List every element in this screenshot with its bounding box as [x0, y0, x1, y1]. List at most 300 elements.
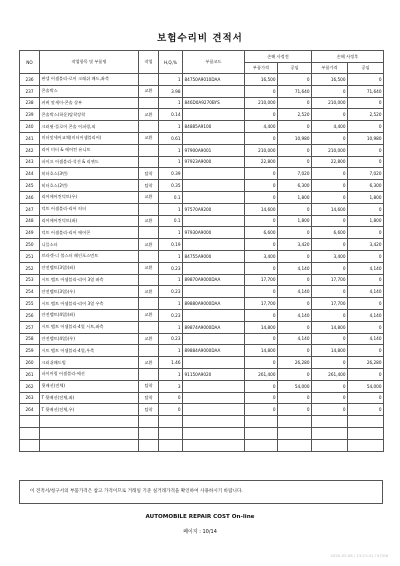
before-labor: 0 [278, 345, 312, 357]
table-row [20, 286, 384, 298]
footer-title: AUTOMOBILE REPAIR COST On-line [145, 514, 255, 520]
table-row [20, 239, 384, 251]
part-code: 89870A9000DAA [183, 274, 245, 286]
after-labor: 0 [348, 250, 384, 262]
before-labor: 0 [278, 392, 312, 404]
before-part-price: 210,000 [245, 144, 278, 156]
before-part-price: 17,700 [245, 298, 278, 310]
row-no: 239 [20, 109, 40, 121]
before-labor: 0 [278, 274, 312, 286]
item-name: 덕트 어셈블리-리어 히터 [40, 203, 139, 215]
row-no: 248 [20, 215, 40, 227]
work-type [139, 439, 159, 451]
item-name [40, 439, 139, 451]
before-part-price: 0 [245, 357, 278, 369]
before-labor: 26,280 [278, 357, 312, 369]
part-code [183, 215, 245, 227]
before-labor: 0 [278, 298, 312, 310]
after-part-price: 0 [312, 262, 348, 274]
hqty: 1 [159, 274, 183, 286]
after-part-price [312, 427, 348, 439]
part-code [183, 262, 245, 274]
part-code [183, 191, 245, 203]
after-labor: 0 [348, 156, 384, 168]
after-part-price: 0 [312, 333, 348, 345]
after-labor [348, 427, 384, 439]
hqty: 1 [159, 74, 183, 86]
row-no: 253 [20, 274, 40, 286]
work-type [139, 321, 159, 333]
after-part-price [312, 439, 348, 451]
part-code: 84755A9000 [183, 250, 245, 262]
item-name: 커버 앗세이-콘솔 상부 [40, 97, 139, 109]
before-labor: 4,140 [278, 262, 312, 274]
part-code: 84885A9100 [183, 121, 245, 133]
row-no: 256 [20, 309, 40, 321]
before-part-price: 0 [245, 404, 278, 416]
part-code: 84750A9010DAA [183, 74, 245, 86]
hqty: 1 [159, 144, 183, 156]
before-part-price: 261,400 [245, 368, 278, 380]
work-type [139, 144, 159, 156]
table-row [20, 380, 384, 392]
item-name: 뒷배선(전체) [40, 380, 139, 392]
hqty: 0.23 [159, 286, 183, 298]
after-labor: 0 [348, 97, 384, 109]
item-name: 콘솔박스(하운)탈착장착 [40, 109, 139, 121]
table-row [20, 321, 384, 333]
print-stamp: 2020-03-06 / 13:21:41 / 07/06 [330, 553, 388, 558]
before-part-price: 3,400 [245, 250, 278, 262]
part-code [183, 439, 245, 451]
table-row [20, 74, 384, 86]
hqty: 0.39 [159, 168, 183, 180]
hqty: 1 [159, 203, 183, 215]
hqty: 0 [159, 392, 183, 404]
hqty: 1 [159, 298, 183, 310]
table-row [20, 368, 384, 380]
hqty: 0.1 [159, 191, 183, 203]
hqty: 3.98 [159, 85, 183, 97]
before-labor: 0 [278, 121, 312, 133]
row-no: 246 [20, 191, 40, 203]
item-name: T 뒷배선(전체,좌) [40, 392, 139, 404]
before-part-price: 0 [245, 380, 278, 392]
after-part-price: 0 [312, 180, 348, 192]
before-part-price: 0 [245, 239, 278, 251]
item-name: 시트 벨트 어셈블리-4열,우측 [40, 345, 139, 357]
before-part-price: 0 [245, 85, 278, 97]
estimate-rows [20, 74, 384, 452]
after-labor: 71,640 [348, 85, 384, 97]
after-labor: 26,280 [348, 357, 384, 369]
table-row [20, 203, 384, 215]
item-name: 브라켓-너 볼스터 레인포스먼트 [40, 250, 139, 262]
part-code [183, 357, 245, 369]
table-row [20, 298, 384, 310]
after-labor: 4,140 [348, 286, 384, 298]
row-no: 262 [20, 380, 40, 392]
before-labor: 1,800 [278, 215, 312, 227]
part-code: 97900A9001 [183, 144, 245, 156]
after-labor: 1,800 [348, 191, 384, 203]
after-part-price: 17,700 [312, 274, 348, 286]
before-part-price: 0 [245, 309, 278, 321]
row-no: 241 [20, 132, 40, 144]
after-labor: 0 [348, 404, 384, 416]
part-code [183, 180, 245, 192]
item-name: 크러핏-플로어 콘솔 어퍼링,외 [40, 121, 139, 133]
after-labor [348, 439, 384, 451]
table-row [20, 156, 384, 168]
part-code: 89880A9000DAA [183, 298, 245, 310]
item-name: 안전벨트(3열)(좌) [40, 262, 139, 274]
item-name: 미터앗세어교체(미터어셈블리어) [40, 132, 139, 144]
part-code [183, 309, 245, 321]
after-part-price: 0 [312, 191, 348, 203]
hqty: 1 [159, 121, 183, 133]
after-part-price [312, 416, 348, 428]
before-labor [278, 416, 312, 428]
table-row [20, 416, 384, 428]
before-labor: 4,140 [278, 333, 312, 345]
after-labor: 0 [348, 368, 384, 380]
before-part-price: 14,600 [245, 203, 278, 215]
part-code [183, 85, 245, 97]
table-row [20, 309, 384, 321]
work-type [139, 156, 159, 168]
hqty: 1 [159, 97, 183, 109]
before-part-price [245, 439, 278, 451]
row-no [20, 427, 40, 439]
after-labor: 1,800 [348, 215, 384, 227]
row-no: 240 [20, 121, 40, 133]
before-part-price: 0 [245, 333, 278, 345]
table-row [20, 227, 384, 239]
work-type: 교환 [139, 191, 159, 203]
item-name: 리어 미터 & 에어컨 유니트 [40, 144, 139, 156]
before-labor: 2,520 [278, 109, 312, 121]
after-labor: 0 [348, 227, 384, 239]
after-part-price: 210,000 [312, 97, 348, 109]
row-no [20, 416, 40, 428]
before-labor: 4,140 [278, 309, 312, 321]
work-type [139, 274, 159, 286]
table-row [20, 333, 384, 345]
after-labor: 6,300 [348, 180, 384, 192]
table-row [20, 97, 384, 109]
before-part-price: 4,400 [245, 121, 278, 133]
row-no: 237 [20, 85, 40, 97]
after-part-price: 0 [312, 132, 348, 144]
hqty: 0.23 [159, 262, 183, 274]
table-row [20, 262, 384, 274]
item-name: 히터호스(2번) [40, 180, 139, 192]
hqty: 0.23 [159, 309, 183, 321]
row-no: 249 [20, 227, 40, 239]
part-code [183, 427, 245, 439]
before-part-price: 14,800 [245, 345, 278, 357]
row-no: 238 [20, 97, 40, 109]
work-type: 교환 [139, 109, 159, 121]
before-part-price: 14,800 [245, 321, 278, 333]
part-code: 97570A9200 [183, 203, 245, 215]
part-code: 89874A9000DAA [183, 321, 245, 333]
before-labor: 0 [278, 250, 312, 262]
after-labor: 0 [348, 274, 384, 286]
after-part-price: 4,400 [312, 121, 348, 133]
before-labor [278, 427, 312, 439]
before-part-price [245, 416, 278, 428]
row-no: 260 [20, 357, 40, 369]
after-labor: 0 [348, 321, 384, 333]
item-name: 안전벨트(3열)(우) [40, 286, 139, 298]
before-labor: 1,800 [278, 191, 312, 203]
table-row [20, 404, 384, 416]
table-row [20, 121, 384, 133]
part-code [183, 380, 245, 392]
hqty: 1 [159, 321, 183, 333]
table-row [20, 132, 384, 144]
before-labor: 54,000 [278, 380, 312, 392]
table-row [20, 191, 384, 203]
header-before: 손해 사정전 [245, 51, 312, 63]
before-labor: 0 [278, 368, 312, 380]
after-labor: 0 [348, 121, 384, 133]
item-name: 파이프 어셈블리-석션 & 리퀴드 [40, 156, 139, 168]
row-no: 236 [20, 74, 40, 86]
after-labor: 4,140 [348, 333, 384, 345]
hqty: 0.23 [159, 333, 183, 345]
part-code: 91150A9020 [183, 368, 245, 380]
item-name: 안전벨트(4열)(우) [40, 333, 139, 345]
header-after-labor: 공임 [348, 63, 384, 74]
item-name: 시트 벨트 어셈블리-4열 시트,좌측 [40, 321, 139, 333]
before-part-price: 0 [245, 168, 278, 180]
work-type [139, 97, 159, 109]
hqty: 1 [159, 156, 183, 168]
item-name: 파이어링 어셈블리-에선 [40, 368, 139, 380]
header-work: 작업 [139, 51, 159, 74]
row-no: 244 [20, 168, 40, 180]
row-no: 264 [20, 404, 40, 416]
after-part-price: 6,600 [312, 227, 348, 239]
header-before-labor: 공임 [278, 63, 312, 74]
row-no: 251 [20, 250, 40, 262]
before-part-price: 0 [245, 215, 278, 227]
item-name: 판넬 어셈블리-로어 크래쉬 패드,좌측 [40, 74, 139, 86]
item-name: 덕트 어셈블리-리어 에어콘 [40, 227, 139, 239]
table-row [20, 250, 384, 262]
disclaimer-note: 이 견적서/청구서의 부품가격은 참고 가격이므로 거래일 기준 실거래가격을 확인하여 사용하시기 바랍니다. [19, 480, 383, 504]
page-number: 페이지 : 10/14 [183, 529, 217, 535]
part-code: 97930A9000 [183, 227, 245, 239]
before-part-price: 17,700 [245, 274, 278, 286]
item-name: 크러쉬패드빔 [40, 357, 139, 369]
item-name: 시트 벨트 어셈블리-리어 3열 좌측 [40, 274, 139, 286]
before-labor: 3,420 [278, 239, 312, 251]
work-type [139, 416, 159, 428]
after-part-price: 14,800 [312, 321, 348, 333]
work-type: 교환 [139, 262, 159, 274]
part-code: 97923A9000 [183, 156, 245, 168]
work-type [139, 298, 159, 310]
table-row [20, 168, 384, 180]
hqty [159, 439, 183, 451]
row-no: 258 [20, 333, 40, 345]
work-type [139, 227, 159, 239]
item-name [40, 427, 139, 439]
after-part-price: 261,400 [312, 368, 348, 380]
header-hqty: H,Q,% [159, 51, 183, 74]
table-row [20, 427, 384, 439]
after-part-price: 14,600 [312, 203, 348, 215]
part-code: 89884A9000DAA [183, 345, 245, 357]
after-labor: 10,980 [348, 132, 384, 144]
estimate-table [19, 50, 384, 452]
document-title: 보험수리비 견적서 [157, 33, 243, 44]
table-row [20, 392, 384, 404]
hqty: 1 [159, 368, 183, 380]
header-after: 손해 사정후 [312, 51, 384, 63]
table-row [20, 85, 384, 97]
after-part-price: 0 [312, 392, 348, 404]
work-type: 탈착 [139, 168, 159, 180]
after-labor: 3,420 [348, 239, 384, 251]
after-labor: 4,140 [348, 309, 384, 321]
hqty: 1.46 [159, 357, 183, 369]
before-part-price: 16,500 [245, 74, 278, 86]
part-code [183, 132, 245, 144]
before-labor: 71,640 [278, 85, 312, 97]
after-part-price: 0 [312, 109, 348, 121]
before-labor: 0 [278, 227, 312, 239]
work-type: 교환 [139, 215, 159, 227]
after-part-price: 0 [312, 309, 348, 321]
row-no: 252 [20, 262, 40, 274]
row-no [20, 439, 40, 451]
work-type: 교환 [139, 309, 159, 321]
item-name: 안전벨트(4열)(좌) [40, 309, 139, 321]
after-labor: 2,520 [348, 109, 384, 121]
item-name [40, 416, 139, 428]
hqty [159, 416, 183, 428]
before-labor: 0 [278, 321, 312, 333]
after-part-price: 0 [312, 286, 348, 298]
after-part-price: 14,800 [312, 345, 348, 357]
header-code: 부품코드 [183, 51, 245, 74]
part-code: 846D0A9270BYS [183, 97, 245, 109]
work-type [139, 368, 159, 380]
after-part-price: 0 [312, 239, 348, 251]
after-part-price: 0 [312, 215, 348, 227]
part-code [183, 239, 245, 251]
work-type: 탈착 [139, 180, 159, 192]
hqty: 3 [159, 380, 183, 392]
hqty: 0.1 [159, 215, 183, 227]
row-no: 254 [20, 286, 40, 298]
hqty: 1 [159, 227, 183, 239]
before-part-price: 0 [245, 286, 278, 298]
hqty: 1 [159, 250, 183, 262]
table-row [20, 274, 384, 286]
after-part-price: 0 [312, 380, 348, 392]
before-labor: 0 [278, 404, 312, 416]
after-part-price: 210,000 [312, 144, 348, 156]
before-part-price: 0 [245, 132, 278, 144]
before-part-price [245, 427, 278, 439]
hqty: 0 [159, 404, 183, 416]
table-row [20, 109, 384, 121]
before-labor: 0 [278, 97, 312, 109]
before-part-price: 210,000 [245, 97, 278, 109]
before-labor: 6,300 [278, 180, 312, 192]
work-type: 교환 [139, 357, 159, 369]
part-code [183, 333, 245, 345]
item-name: 리어에어컨덕트(우) [40, 191, 139, 203]
work-type [139, 203, 159, 215]
before-labor: 0 [278, 74, 312, 86]
work-type: 탈착 [139, 404, 159, 416]
after-labor: 0 [348, 345, 384, 357]
part-code [183, 286, 245, 298]
table-row [20, 180, 384, 192]
row-no: 257 [20, 321, 40, 333]
hqty: 0.19 [159, 239, 183, 251]
work-type [139, 74, 159, 86]
table-row [20, 345, 384, 357]
before-part-price: 0 [245, 180, 278, 192]
before-labor: 0 [278, 144, 312, 156]
header-name: 작업항목 및 부품명 [40, 51, 139, 74]
before-labor [278, 439, 312, 451]
work-type: 교환 [139, 132, 159, 144]
after-labor: 0 [348, 392, 384, 404]
before-part-price: 0 [245, 191, 278, 203]
after-part-price: 16,500 [312, 74, 348, 86]
row-no: 245 [20, 180, 40, 192]
hqty: 0.61 [159, 132, 183, 144]
item-name: 시트 벨트 어셈블리-리어 3열 우측 [40, 298, 139, 310]
hqty [159, 427, 183, 439]
table-row [20, 439, 384, 451]
work-type: 교환 [139, 333, 159, 345]
after-labor [348, 416, 384, 428]
row-no: 242 [20, 144, 40, 156]
work-type: 교환 [139, 85, 159, 97]
before-part-price: 22,800 [245, 156, 278, 168]
work-type [139, 121, 159, 133]
after-labor: 0 [348, 74, 384, 86]
table-row [20, 357, 384, 369]
before-labor: 7,020 [278, 168, 312, 180]
row-no: 247 [20, 203, 40, 215]
before-part-price: 0 [245, 392, 278, 404]
after-part-price: 22,800 [312, 156, 348, 168]
after-labor: 4,140 [348, 262, 384, 274]
before-labor: 4,140 [278, 286, 312, 298]
part-code [183, 168, 245, 180]
work-type: 교환 [139, 239, 159, 251]
row-no: 255 [20, 298, 40, 310]
after-labor: 0 [348, 144, 384, 156]
after-part-price: 0 [312, 168, 348, 180]
row-no: 261 [20, 368, 40, 380]
after-labor: 54,000 [348, 380, 384, 392]
before-labor: 10,980 [278, 132, 312, 144]
before-part-price: 0 [245, 262, 278, 274]
part-code [183, 416, 245, 428]
